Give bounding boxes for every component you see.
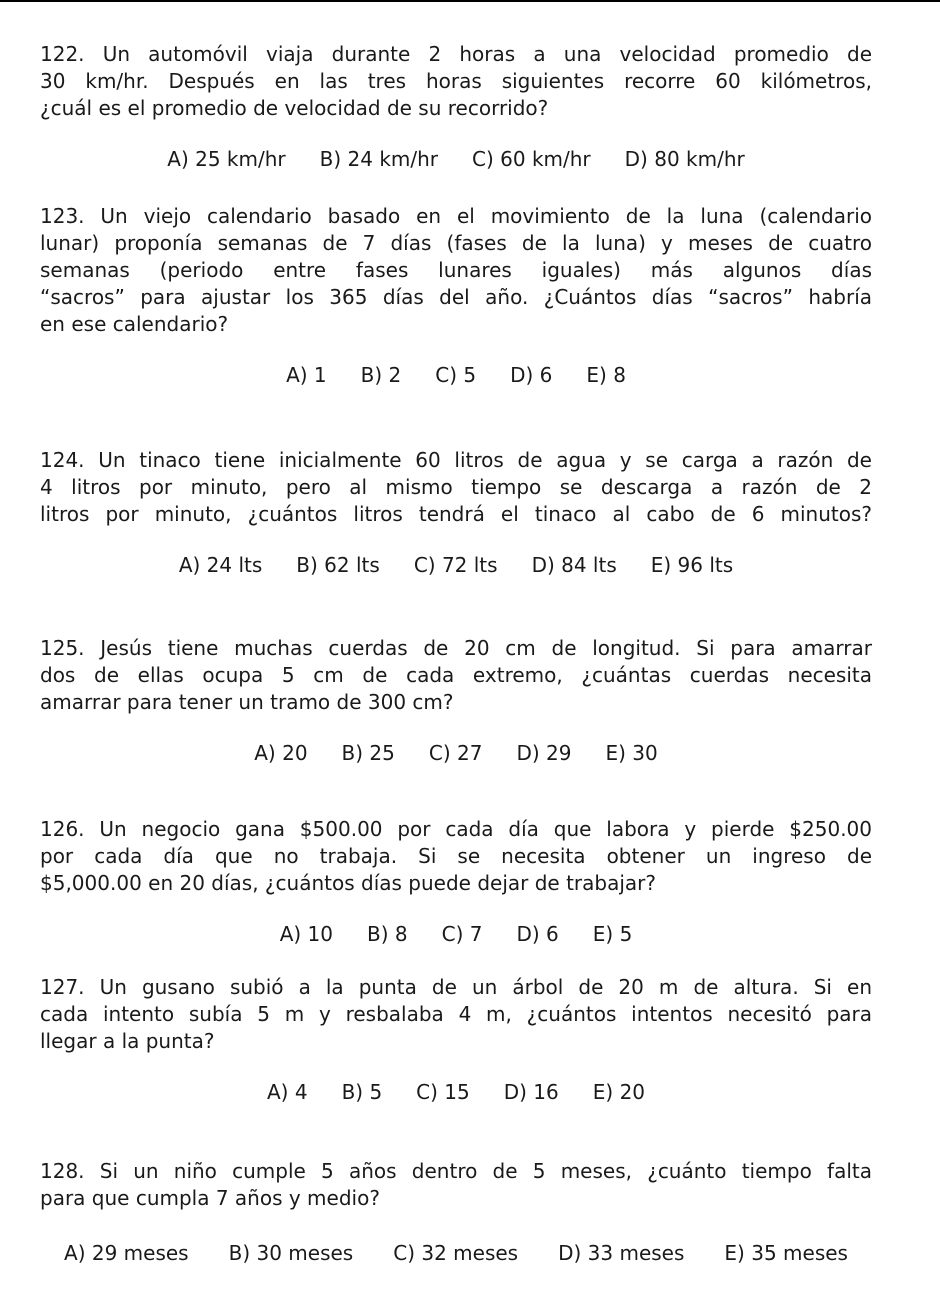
question-line: llegar a la punta?	[40, 1029, 215, 1053]
question-127	[40, 974, 872, 1106]
option-label: A) 29 meses	[64, 1241, 189, 1265]
question-123-options	[40, 362, 872, 389]
option-label: C) 5	[435, 363, 477, 387]
question-line: para que cumpla 7 años y medio?	[40, 1186, 380, 1210]
option-label: B) 62 lts	[296, 553, 380, 577]
question-123	[40, 203, 872, 389]
option-label: A) 24 lts	[178, 553, 263, 577]
question-line: 123. Un viejo calendario basado en el movimiento de la luna (calendario	[40, 204, 872, 228]
question-126	[40, 816, 872, 948]
question-122	[40, 41, 872, 173]
option-label: B) 5	[341, 1080, 383, 1104]
option-label: E) 30	[605, 741, 658, 765]
question-125-text	[40, 635, 872, 716]
question-128-text	[40, 1158, 872, 1212]
question-123-text	[40, 203, 872, 338]
option-label: A) 20	[254, 741, 308, 765]
question-125-options	[40, 740, 872, 767]
option-label: C) 60 km/hr	[472, 147, 591, 171]
option-label: D) 16	[503, 1080, 559, 1104]
question-122-text	[40, 41, 872, 122]
option-label: D) 6	[516, 922, 559, 946]
question-line: 4 litros por minuto, pero al mismo tiempo se descarga a razón de 2	[40, 475, 872, 499]
option-label: C) 32 meses	[393, 1241, 519, 1265]
option-label: B) 2	[360, 363, 402, 387]
option-label: E) 8	[586, 363, 626, 387]
option-label: E) 20	[592, 1080, 646, 1104]
option-label: B) 24 km/hr	[319, 147, 439, 171]
option-label: D) 29	[516, 741, 572, 765]
question-124-options	[40, 552, 872, 579]
option-label: E) 35 meses	[724, 1241, 848, 1265]
top-border-rule	[0, 0, 940, 2]
question-line: “sacros” para ajustar los 365 días del año. ¿Cuántos días “sacros” habría	[40, 285, 872, 309]
option-label: D) 80 km/hr	[624, 147, 745, 171]
question-124	[40, 447, 872, 579]
question-line: en ese calendario?	[40, 312, 229, 336]
question-124-text	[40, 447, 872, 528]
option-label: B) 8	[367, 922, 408, 946]
question-line: 30 km/hr. Después en las tres horas siguientes recorre 60 kilómetros,	[40, 69, 872, 93]
option-label: C) 7	[441, 922, 483, 946]
option-label: C) 72 lts	[413, 553, 498, 577]
question-127-options	[40, 1079, 872, 1106]
question-line: dos de ellas ocupa 5 cm de cada extremo, ¿cuántas cuerdas necesita	[40, 663, 872, 687]
option-label: A) 25 km/hr	[167, 147, 286, 171]
question-127-text	[40, 974, 872, 1055]
question-128-options	[40, 1240, 872, 1267]
question-line: cada intento subía 5 m y resbalaba 4 m, ¿cuántos intentos necesitó para	[40, 1002, 872, 1026]
question-line: 122. Un automóvil viaja durante 2 horas a una velocidad promedio de	[40, 42, 872, 66]
question-line: 128. Si un niño cumple 5 años dentro de 5 meses, ¿cuánto tiempo falta	[40, 1159, 872, 1183]
question-line: amarrar para tener un tramo de 300 cm?	[40, 690, 454, 714]
question-line: litros por minuto, ¿cuántos litros tendrá el tinaco al cabo de 6 minutos?	[40, 502, 872, 526]
question-line: lunar) proponía semanas de 7 días (fases de la luna) y meses de cuatro	[40, 231, 872, 255]
question-line: 124. Un tinaco tiene inicialmente 60 litros de agua y se carga a razón de	[40, 448, 872, 472]
option-label: C) 15	[416, 1080, 470, 1104]
question-line: por cada día que no trabaja. Si se necesita obtener un ingreso de	[40, 844, 872, 868]
question-line: 125. Jesús tiene muchas cuerdas de 20 cm de longitud. Si para amarrar	[40, 636, 872, 660]
question-line: semanas (periodo entre fases lunares iguales) más algunos días	[40, 258, 872, 282]
option-label: D) 33 meses	[558, 1241, 685, 1265]
question-line: 126. Un negocio gana $500.00 por cada día que labora y pierde $250.00	[40, 817, 872, 841]
option-label: A) 10	[279, 922, 333, 946]
question-125	[40, 635, 872, 767]
option-label: D) 6	[510, 363, 553, 387]
option-label: D) 84 lts	[531, 553, 617, 577]
question-line: 127. Un gusano subió a la punta de un árbol de 20 m de altura. Si en	[40, 975, 872, 999]
question-line: ¿cuál es el promedio de velocidad de su recorrido?	[40, 96, 549, 120]
option-label: A) 4	[266, 1080, 308, 1104]
option-label: B) 25	[341, 741, 395, 765]
option-label: E) 96 lts	[650, 553, 734, 577]
option-label: B) 30 meses	[228, 1241, 354, 1265]
question-128	[40, 1158, 872, 1267]
option-label: E) 5	[592, 922, 633, 946]
option-label: C) 27	[428, 741, 483, 765]
option-label: A) 1	[286, 363, 327, 387]
question-126-text	[40, 816, 872, 897]
question-122-options	[40, 146, 872, 173]
question-126-options	[40, 921, 872, 948]
question-line: $5,000.00 en 20 días, ¿cuántos días puede dejar de trabajar?	[40, 871, 656, 895]
